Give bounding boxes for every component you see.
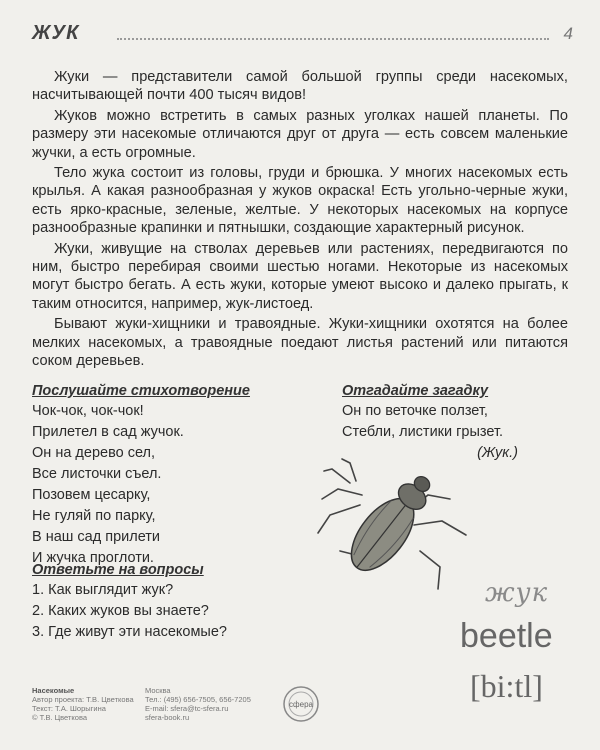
vocab-transcription: [bi:tl] — [470, 668, 543, 704]
question-item: 2. Каких жуков вы знаете? — [32, 603, 209, 619]
riddle-title: Отгадайте загадку — [342, 383, 489, 399]
riddle-line: Он по веточке ползет, — [342, 403, 488, 419]
poem-line: Прилетел в сад жучок. — [32, 424, 184, 440]
header-dotted-rule — [117, 38, 549, 40]
riddle-answer: (Жук.) — [477, 445, 518, 461]
question-item: 1. Как выглядит жук? — [32, 582, 174, 598]
publisher-logo — [282, 685, 320, 723]
page-header — [32, 22, 577, 48]
footer-contact-line: Тел.: (495) 656-7505, 656-7205 — [145, 695, 251, 704]
page-number: 4 — [563, 24, 573, 43]
poem-line: В наш сад прилети — [32, 529, 161, 545]
footer-contact-line: Москва — [145, 686, 171, 695]
paragraph: Бывают жуки-хищники и травоядные. Жуки-хищники охотятся на более мелких насекомых, а травоядные поедают листья растений или питаются соком деревьев. — [32, 316, 568, 370]
riddle-line: Стебли, листики грызет. — [342, 424, 504, 440]
beetle-illustration — [310, 455, 490, 605]
poem-line: Он на дерево сел, — [32, 445, 156, 461]
footer-contact-line: E-mail: sfera@tc-sfera.ru — [145, 704, 229, 713]
poem-line: И жучка проглоти. — [32, 550, 154, 566]
poem-title: Послушайте стихотворение — [32, 383, 250, 399]
paragraph: Жуков можно встретить в самых разных уголках нашей планеты. По размеру эти насекомые отличаются друг от друга — есть совсем маленькие жучки, а есть огромные. — [32, 107, 568, 161]
paragraph: Жуки — представители самой большой группы среди насекомых, насчитывающей почти 400 тысяч видов! — [32, 69, 568, 104]
footer-credit-line: Автор проекта: Т.В. Цветкова — [32, 695, 134, 704]
paragraph: Жуки, живущие на стволах деревьев или растениях, передвигаются по ним, быстро перебирая своими шестью ногами. Некоторые из насекомых могут быстро бегать. А есть жуки, которые умеют высоко и далеко прыгать, к таким относится, например, жук-листоед. — [32, 240, 568, 312]
footer-contacts — [145, 686, 251, 722]
vocab-english: beetle — [460, 617, 553, 655]
paragraph: Тело жука состоит из головы, груди и брюшка. У многих насекомых есть крылья. А какая разнообразная у жуков окраска! Есть угольно-черные жуки, есть ярко-красные, зеленые, желтые. У некоторых насекомых на корпусе разнообразные крапинки и пятнышки, создающие характерный рисунок. — [32, 165, 568, 237]
page-title: ЖУК — [32, 22, 80, 44]
poem-line: Чок-чок, чок-чок! — [32, 403, 144, 419]
footer-credit-line: Текст: Т.А. Шорыгина — [32, 704, 106, 713]
poem-line: Позовем цесарку, — [32, 487, 151, 503]
riddle-section — [342, 383, 572, 464]
poem-section — [32, 383, 322, 569]
questions-section — [32, 562, 322, 643]
questions-title: Ответьте на вопросы — [32, 562, 204, 578]
footer-series: Насекомые — [32, 686, 75, 695]
body-text — [32, 68, 568, 373]
vocab-russian: жук — [485, 578, 549, 608]
footer-contact-line: sfera-book.ru — [145, 713, 190, 722]
logo-text: сфера — [289, 700, 313, 709]
poem-line: Не гуляй по парку, — [32, 508, 156, 524]
footer-credit-line: © Т.В. Цветкова — [32, 713, 88, 722]
footer-credits — [32, 686, 134, 722]
question-item: 3. Где живут эти насекомые? — [32, 624, 227, 640]
poem-line: Все листочки съел. — [32, 466, 162, 482]
